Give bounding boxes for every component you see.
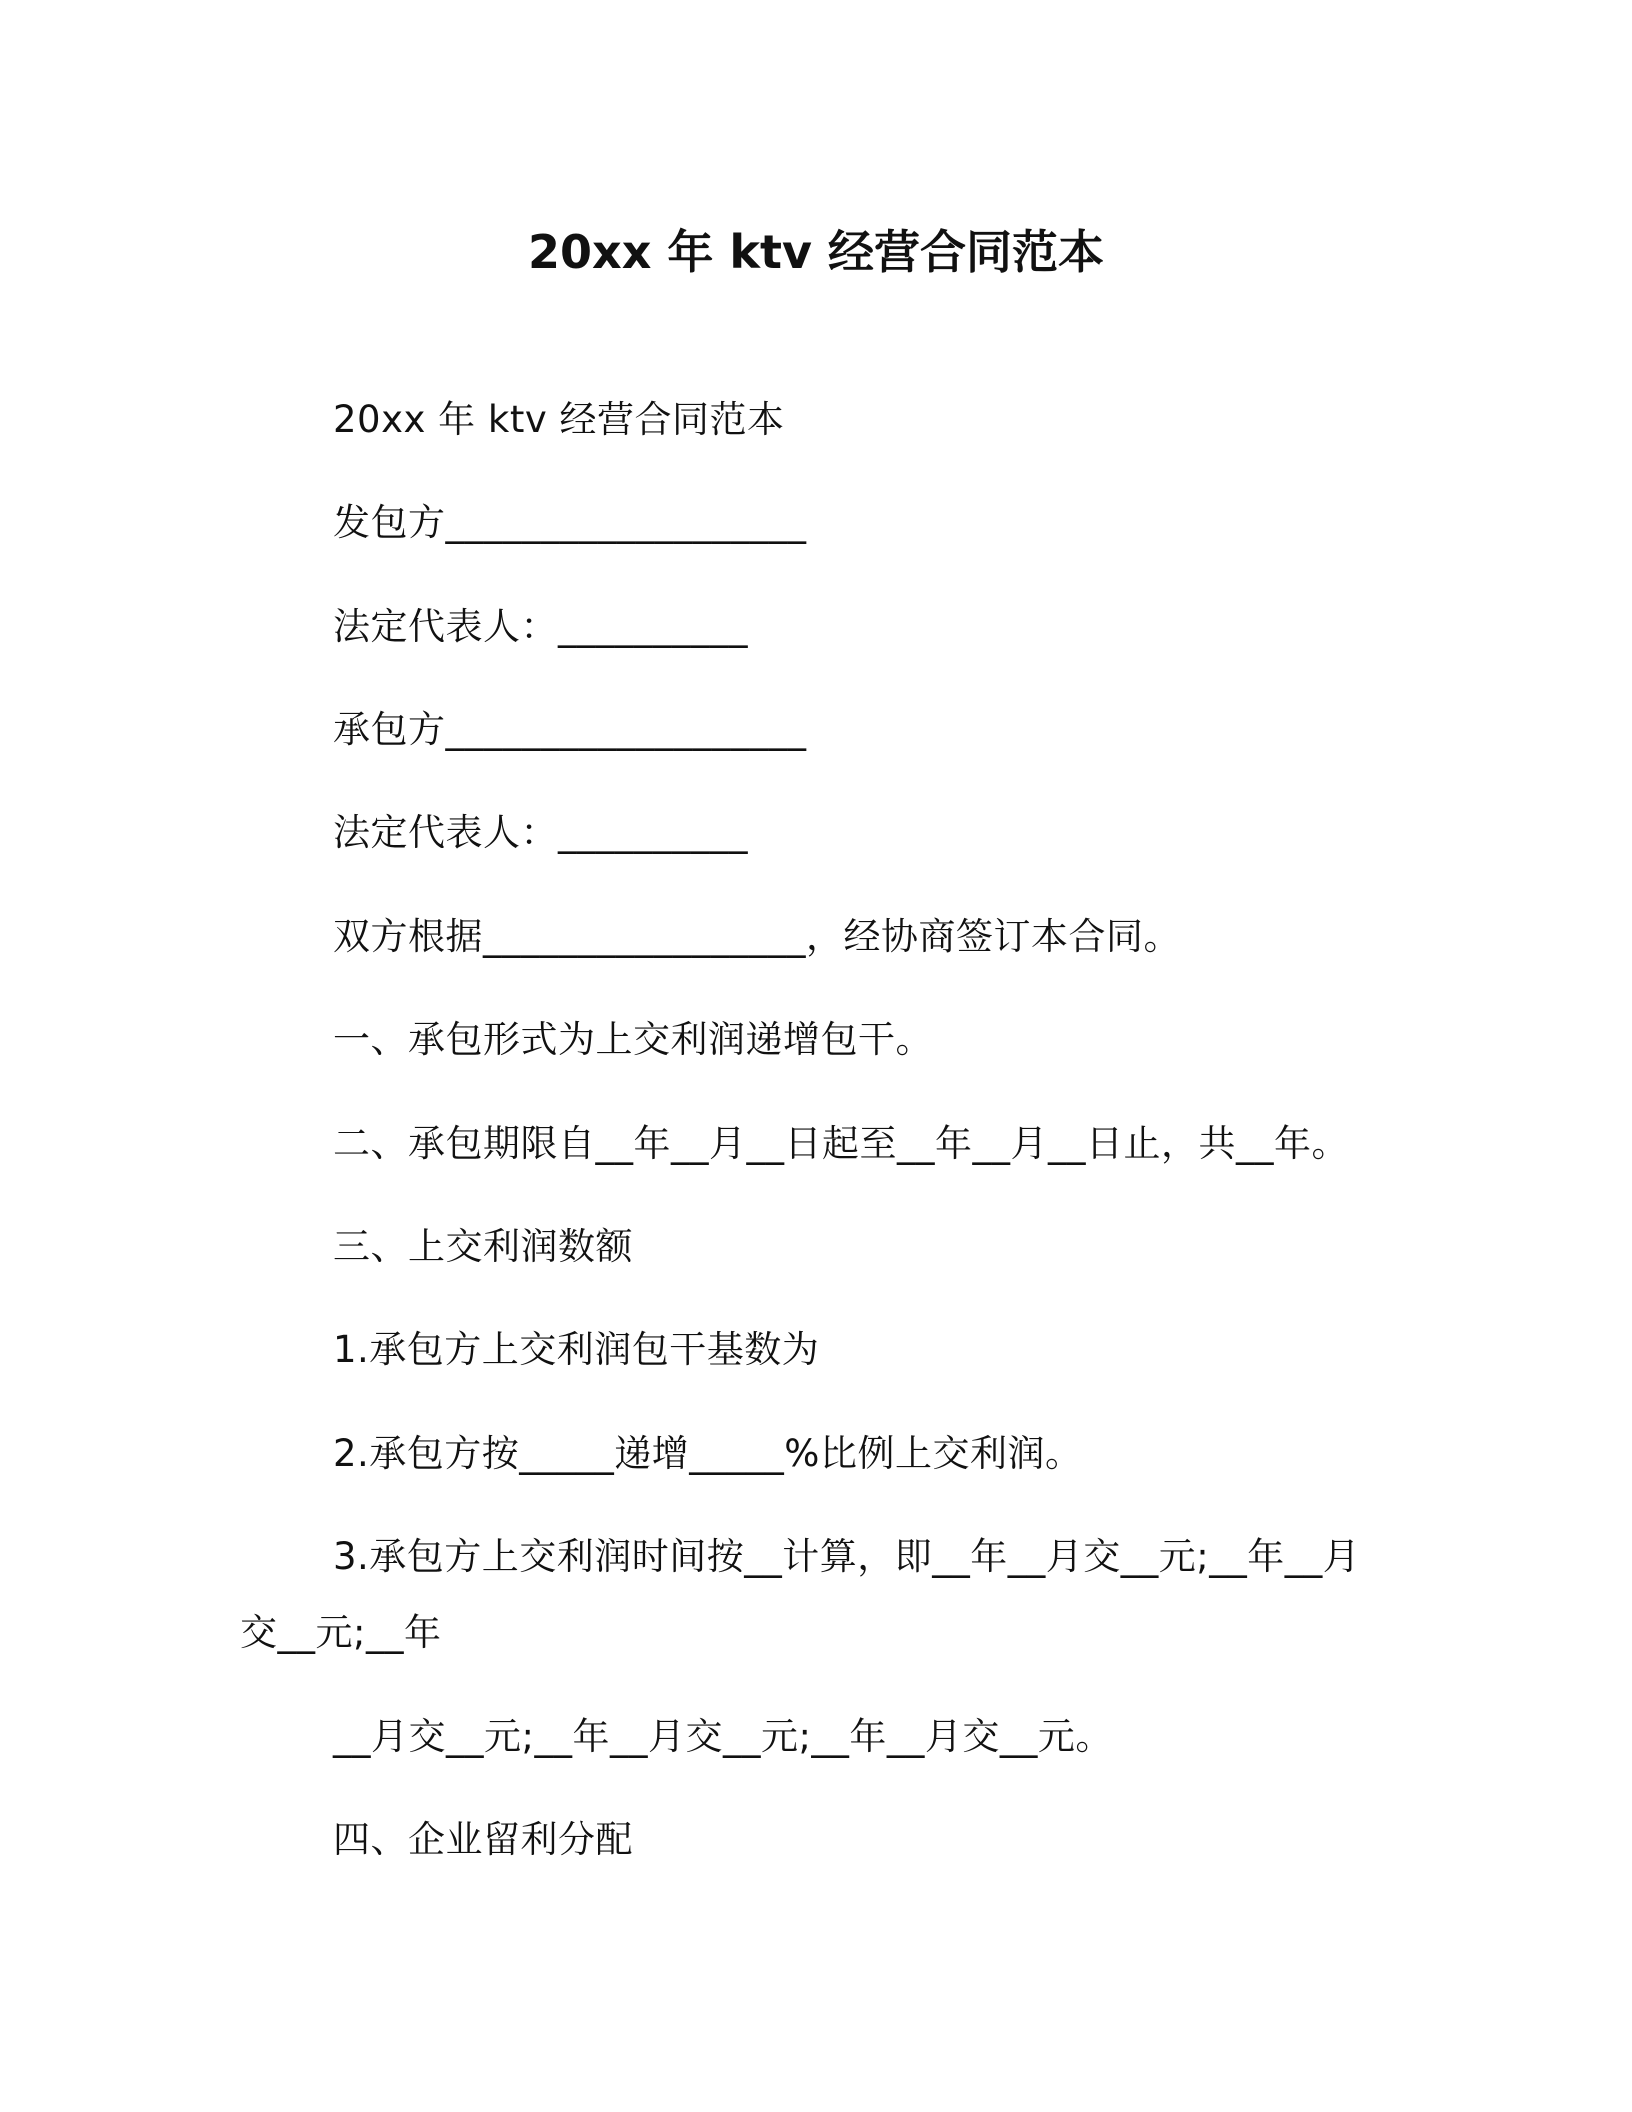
- clause-3-item-3-continued: 交__元;__年: [240, 1611, 442, 1654]
- clause-2: 二、承包期限自__年__月__日起至__年__月__日止，共__年。: [333, 1122, 1349, 1165]
- clause-3-item-3-continued: __月交__元;__年__月交__元;__年__月交__元。: [333, 1715, 1113, 1758]
- clause-3-item-2: 2.承包方按_____递增_____%比例上交利润。: [333, 1432, 1083, 1475]
- agreement-basis-paragraph: 双方根据_________________，经协商签订本合同。: [333, 915, 1181, 958]
- document-title: 20xx 年 ktv 经营合同范本: [528, 225, 1104, 279]
- contractor-issuer-line: 发包方___________________: [333, 501, 807, 544]
- subtitle-paragraph: 20xx 年 ktv 经营合同范本: [333, 398, 785, 441]
- clause-3-heading: 三、上交利润数额: [333, 1225, 633, 1268]
- contractor-line: 承包方___________________: [333, 708, 807, 751]
- clause-3-item-1: 1.承包方上交利润包干基数为: [333, 1328, 820, 1371]
- legal-representative-line: 法定代表人：__________: [333, 811, 748, 854]
- legal-representative-line: 法定代表人：__________: [333, 605, 748, 648]
- clause-4-heading: 四、企业留利分配: [333, 1818, 633, 1861]
- clause-3-item-3: 3.承包方上交利润时间按__计算，即__年__月交__元;__年__月: [333, 1535, 1361, 1578]
- clause-1: 一、承包形式为上交利润递增包干。: [333, 1018, 933, 1061]
